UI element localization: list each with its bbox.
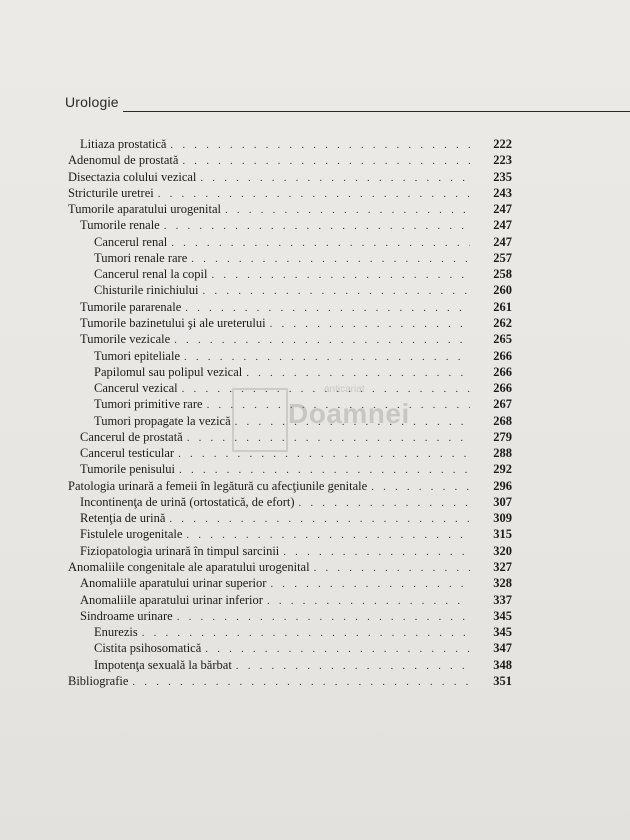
toc-entry-page: 265 — [493, 332, 512, 347]
toc-entry-page: 320 — [493, 543, 512, 558]
toc-entry — [94, 624, 512, 640]
toc-entry-page: 223 — [493, 153, 512, 168]
toc-entry-title: Anomaliile aparatului urinar inferior — [80, 592, 263, 607]
dot-leader — [164, 218, 470, 234]
toc-entry — [80, 331, 512, 347]
toc-entry — [68, 152, 512, 168]
toc-entry-title: Tumorile vezicale — [80, 332, 171, 347]
toc-entry — [80, 575, 512, 591]
toc-entry-page: 243 — [493, 185, 512, 200]
toc-entry — [94, 234, 512, 250]
toc-entry-title: Fistulele urogenitale — [80, 527, 183, 542]
toc-entry — [68, 185, 512, 201]
toc-entry-title: Tumori propagate la vezică — [94, 413, 231, 428]
dot-leader — [184, 349, 470, 365]
dot-leader — [270, 316, 470, 332]
toc-entry-title: Impotenţa sexuală la bărbat — [94, 657, 232, 672]
toc-entry — [80, 543, 512, 559]
toc-entry-title: Cancerul renal la copil — [94, 267, 208, 282]
toc-entry-title: Tumorile penisului — [80, 462, 176, 477]
dot-leader — [158, 186, 470, 202]
toc-entry — [94, 266, 512, 282]
toc-entry — [80, 315, 512, 331]
toc-entry-title: Retenţia de urină — [80, 511, 166, 526]
toc-entry-page: 266 — [493, 381, 512, 396]
toc-entry-title: Incontinenţa de urină (ortostatică, de efort) — [80, 494, 295, 509]
dot-leader — [179, 462, 470, 478]
dot-leader — [170, 137, 470, 153]
toc-entry-page: 328 — [493, 576, 512, 591]
dot-leader — [225, 202, 470, 218]
toc-entry-page: 247 — [493, 234, 512, 249]
toc-entry-title: Litiaza prostatică — [80, 137, 167, 151]
toc-entry — [94, 250, 512, 266]
toc-entry-title: Tumorile aparatului urogenital — [68, 202, 221, 217]
dot-leader — [171, 235, 470, 251]
toc-entry-title: Bibliografie — [68, 673, 129, 688]
toc-entry-page: 315 — [493, 527, 512, 542]
dot-leader — [200, 170, 470, 186]
logo-square-icon — [232, 388, 288, 452]
dot-leader — [267, 593, 470, 609]
toc-entry-title: Cancerul vezical — [94, 381, 178, 396]
dot-leader — [182, 153, 470, 169]
dot-leader — [283, 544, 470, 560]
toc-entry — [80, 526, 512, 542]
toc-entry — [68, 201, 512, 217]
toc-entry-title: Stricturile uretrei — [68, 185, 154, 200]
dot-leader — [270, 576, 470, 592]
toc-entry-title: Sindroame urinare — [80, 608, 173, 623]
toc-entry — [94, 364, 512, 380]
toc-entry-title: Cancerul de prostată — [80, 429, 183, 444]
toc-entry-page: 268 — [493, 413, 512, 428]
toc-entry — [94, 640, 512, 656]
toc-entry — [80, 217, 512, 233]
toc-entry — [80, 608, 512, 624]
dot-leader — [203, 283, 470, 299]
toc-entry-title: Anomaliile aparatului urinar superior — [80, 576, 267, 591]
toc-entry-title: Cancerul renal — [94, 234, 168, 249]
toc-entry-page: 345 — [493, 608, 512, 623]
toc-entry — [68, 673, 512, 689]
toc-entry — [80, 592, 512, 608]
toc-entry-title: Patologia urinară a femeii în legătură cu afecţiunile genitale — [68, 478, 368, 493]
toc-entry — [80, 299, 512, 315]
toc-entry-page: 260 — [493, 283, 512, 298]
dot-leader — [185, 300, 470, 316]
toc-entry-page: 222 — [493, 137, 512, 151]
toc-entry-title: Anomaliile congenitale ale aparatului urogenital — [68, 560, 310, 575]
toc-entry-title: Disectazia colului vezical — [68, 169, 197, 184]
toc-entry-page: 258 — [493, 267, 512, 282]
toc-entry-title: Adenomul de prostată — [68, 153, 179, 168]
toc-entry-page: 288 — [493, 446, 512, 461]
toc-entry-page: 347 — [493, 641, 512, 656]
toc-entry — [68, 169, 512, 185]
dot-leader — [246, 365, 470, 381]
toc-entry-title: Chisturile rinichiului — [94, 283, 199, 298]
toc-entry-title: Cancerul testicular — [80, 446, 175, 461]
dot-leader — [174, 332, 470, 348]
toc-entry-page: 247 — [493, 202, 512, 217]
toc-entry-title: Tumori renale rare — [94, 250, 188, 265]
toc-entry — [80, 461, 512, 477]
toc-entry-page: 309 — [493, 511, 512, 526]
toc-entry-title: Cistita psihosomatică — [94, 641, 202, 656]
toc-entry-page: 327 — [493, 560, 512, 575]
toc-entry — [80, 494, 512, 510]
toc-entry-page: 262 — [493, 315, 512, 330]
toc-entry-page: 261 — [493, 299, 512, 314]
toc-entry-page: 266 — [493, 348, 512, 363]
toc-entry-page: 337 — [493, 592, 512, 607]
toc-entry-page: 348 — [493, 657, 512, 672]
toc-entry-page: 247 — [493, 218, 512, 233]
toc-entry-title: Papilomul sau polipul vezical — [94, 364, 243, 379]
toc-entry-page: 296 — [493, 478, 512, 493]
toc-entry — [68, 559, 512, 575]
dot-leader — [142, 625, 470, 641]
toc-entry-page: 257 — [493, 250, 512, 265]
toc-entry-page: 279 — [493, 429, 512, 444]
toc-entry-page: 266 — [493, 364, 512, 379]
toc-entry-page: 235 — [493, 169, 512, 184]
toc-entry-title: Tumorile renale — [80, 218, 160, 233]
page-title: Urologie — [65, 94, 119, 110]
toc-entry — [94, 348, 512, 364]
dot-leader — [177, 609, 470, 625]
toc-entry-title: Tumori primitive rare — [94, 397, 203, 412]
watermark-text: Doamnei — [288, 398, 410, 429]
toc-entry — [94, 657, 512, 673]
toc-entry-title: Tumorile bazinetului şi ale ureterului — [80, 315, 266, 330]
toc-entry-page: 292 — [493, 462, 512, 477]
dot-leader — [371, 479, 470, 495]
dot-leader — [236, 658, 470, 674]
toc-entry-title: Tumori epiteliale — [94, 348, 180, 363]
toc-entry — [80, 510, 512, 526]
dot-leader — [299, 495, 471, 511]
toc-entry-title: Enurezis — [94, 625, 138, 640]
toc-entry-page: 345 — [493, 625, 512, 640]
toc-entry — [68, 478, 512, 494]
toc-entry-page: 307 — [493, 494, 512, 509]
toc-entry-page: 351 — [493, 673, 512, 688]
dot-leader — [205, 641, 470, 657]
dot-leader — [169, 511, 470, 527]
toc-entry-title: Tumorile pararenale — [80, 299, 182, 314]
toc-entry — [94, 282, 512, 298]
dot-leader — [191, 251, 470, 267]
watermark — [232, 382, 422, 454]
dot-leader — [314, 560, 470, 576]
watermark-small-text: anticariat — [324, 384, 365, 395]
dot-leader — [212, 267, 471, 283]
toc-entry — [80, 136, 512, 152]
dot-leader — [132, 674, 470, 690]
toc-entry-title: Fiziopatologia urinară în timpul sarcinii — [80, 543, 280, 558]
dot-leader — [186, 527, 470, 543]
toc-entry-page: 267 — [493, 397, 512, 412]
